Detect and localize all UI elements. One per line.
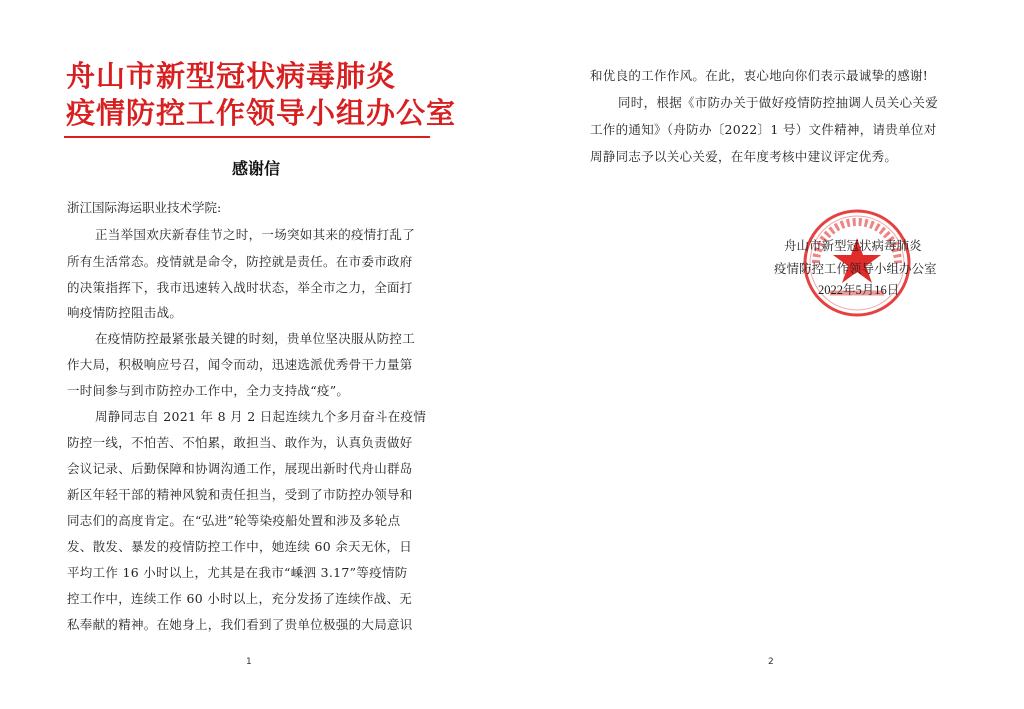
letter-heading: 感谢信 bbox=[231, 159, 280, 178]
body-line: 私奉献的精神。在她身上，我们看到了贵单位极强的大局意识 bbox=[67, 617, 413, 632]
body-line: 所有生活常态。疫情就是命令，防控就是责任。在市委市政府 bbox=[67, 254, 413, 269]
body-line: 新区年轻干部的精神风貌和责任担当，受到了市防控办领导和 bbox=[67, 487, 413, 502]
letterhead-title-line2: 疫情防控工作领导小组办公室 bbox=[66, 96, 457, 130]
body-line: 和优良的工作作风。在此，衷心地向你们表示最诚挚的感谢! bbox=[590, 68, 929, 83]
body-line: 工作的通知》（舟防办〔2022〕1 号）文件精神，请贵单位对 bbox=[590, 122, 937, 137]
body-line: 在疫情防控最紧张最关键的时刻，贵单位坚决服从防控工 bbox=[95, 331, 416, 346]
letterhead-red-rule bbox=[64, 136, 430, 138]
signature-organization-line2: 疫情防控工作领导小组办公室 bbox=[774, 261, 937, 276]
body-line: 的决策指挥下，我市迅速转入战时状态，举全市之力，全面打 bbox=[67, 280, 413, 295]
body-line: 同志们的高度肯定。在“弘进”轮等染疫船处置和涉及多轮点 bbox=[67, 513, 401, 528]
signature-organization-line1: 舟山市新型冠状病毒肺炎 bbox=[784, 238, 922, 253]
body-line: 平均工作 16 小时以上，尤其是在我市“嵊泗 3.17”等疫情防 bbox=[67, 565, 408, 580]
body-line: 周静同志予以关心关爱，在年度考核中建议评定优秀。 bbox=[590, 149, 898, 164]
salutation: 浙江国际海运职业技术学院: bbox=[67, 200, 222, 215]
body-line: 响疫情防控阻击战。 bbox=[67, 305, 183, 320]
page-number: 2 bbox=[768, 657, 774, 667]
body-line: 同时，根据《市防办关于做好疫情防控抽调人员关心关爱 bbox=[618, 95, 939, 110]
body-line: 发、散发、暴发的疫情防控工作中，她连续 60 余天无休，日 bbox=[67, 539, 413, 554]
page-number: 1 bbox=[246, 657, 252, 667]
letter-page-2 bbox=[512, 0, 1024, 709]
body-line: 控工作中，连续工作 60 小时以上，充分发扬了连续作战、无 bbox=[67, 591, 413, 606]
body-line: 周静同志自 2021 年 8 月 2 日起连续九个多月奋斗在疫情 bbox=[95, 409, 427, 424]
body-line: 会议记录、后勤保障和协调沟通工作，展现出新时代舟山群岛 bbox=[67, 461, 413, 476]
body-line: 防控一线，不怕苦、不怕累，敢担当、敢作为，认真负责做好 bbox=[67, 435, 413, 450]
body-line: 一时间参与到市防控办工作中，全力支持战“疫”。 bbox=[67, 383, 350, 398]
body-line: 正当举国欢庆新春佳节之时，一场突如其来的疫情打乱了 bbox=[95, 227, 416, 242]
signature-date: 2022年5月16日 bbox=[818, 283, 900, 297]
letterhead-title-line1: 舟山市新型冠状病毒肺炎 bbox=[66, 59, 397, 93]
body-line: 作大局，积极响应号召，闻令而动，迅速选派优秀骨干力量第 bbox=[67, 357, 413, 372]
